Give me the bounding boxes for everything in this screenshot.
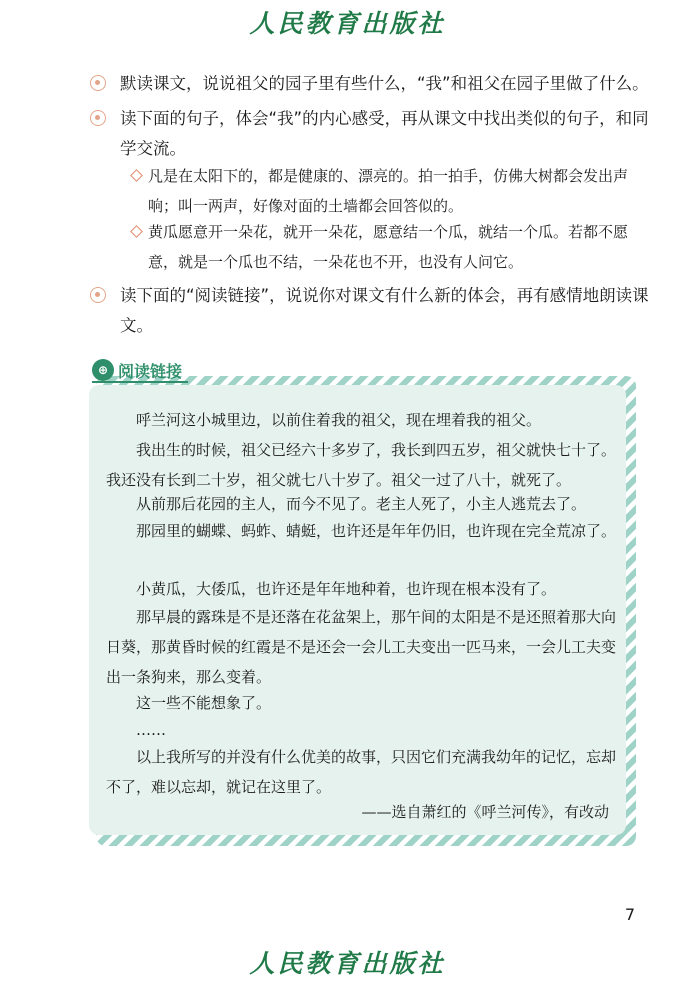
diamond-bullet-icon <box>130 169 143 182</box>
reading-paragraph: 小黄瓜，大倭瓜，也许还是年年地种着，也许现在根本没有了。 <box>136 580 557 598</box>
reading-link-icon: ⊕ <box>92 359 114 381</box>
reading-paragraph: 我出生的时候，祖父已经六十多岁了，我长到四五岁，祖父就快七十了。我还没有长到二十岁，祖父就七八十岁了。祖父一过了八十，就死了。 <box>106 441 617 489</box>
page-number: 7 <box>624 905 635 924</box>
question-text: 读下面的句子，体会“我”的内心感受，再从课文中找出类似的句子，和同学交流。 <box>120 109 649 158</box>
diamond-bullet-icon <box>130 225 143 238</box>
sentence-text: 黄瓜愿意开一朵花，就开一朵花，愿意结一个瓜，就结一个瓜。若都不愿意，就是一个瓜也不结，一朵花也不开，也没有人问它。 <box>148 223 629 271</box>
question-1 <box>90 69 650 99</box>
quoted-sentence-2 <box>130 217 645 277</box>
reading-paragraph: 这一些不能想象了。 <box>136 694 272 712</box>
sentence-text: 凡是在太阳下的，都是健康的、漂亮的。拍一拍手，仿佛大树都会发出声响；叫一两声，好像对面的土墙都会回答似的。 <box>148 167 629 215</box>
reading-paragraph: …… <box>136 721 166 739</box>
publisher-logo-bottom: 人民教育出版社 <box>249 949 446 978</box>
reading-paragraph: 以上我所写的并没有什么优美的故事，只因它们充满我幼年的记忆，忘却不了，难以忘却，就记在这里了。 <box>106 748 617 796</box>
question-marker-icon <box>90 110 106 126</box>
question-marker-icon <box>90 287 106 303</box>
reading-paragraph: 那早晨的露珠是不是还落在花盆架上，那午间的太阳是不是还照着那大向日葵，那黄昏时候的红霞是不是还会一会儿工夫变出一匹马来，一会儿工夫变出一条狗来，那么变着。 <box>106 608 617 686</box>
question-text: 默读课文，说说祖父的园子里有些什么，“我”和祖父在园子里做了什么。 <box>120 74 649 93</box>
reading-paragraph: 从前那后花园的主人，而今不见了。老主人死了，小主人逃荒去了。 <box>136 495 587 513</box>
question-marker-icon <box>90 75 106 91</box>
publisher-logo-top: 人民教育出版社 <box>249 9 446 38</box>
question-text: 读下面的“阅读链接”，说说你对课文有什么新的体会，再有感情地朗读课文。 <box>120 286 649 335</box>
question-3 <box>90 281 650 341</box>
reading-link-header <box>92 357 182 383</box>
question-2 <box>90 104 650 164</box>
reading-paragraph: 那园里的蝴蝶、蚂蚱、蜻蜓，也许还是年年仍旧，也许现在完全荒凉了。 <box>136 522 617 540</box>
reading-link-title: 阅读链接 <box>118 361 183 381</box>
source-attribution: ——选自萧红的《呼兰河传》，有改动 <box>361 803 609 821</box>
reading-paragraph: 呼兰河这小城里边，以前住着我的祖父，现在埋着我的祖父。 <box>136 411 542 429</box>
reading-link-underline <box>92 381 188 383</box>
quoted-sentence-1 <box>130 161 645 221</box>
